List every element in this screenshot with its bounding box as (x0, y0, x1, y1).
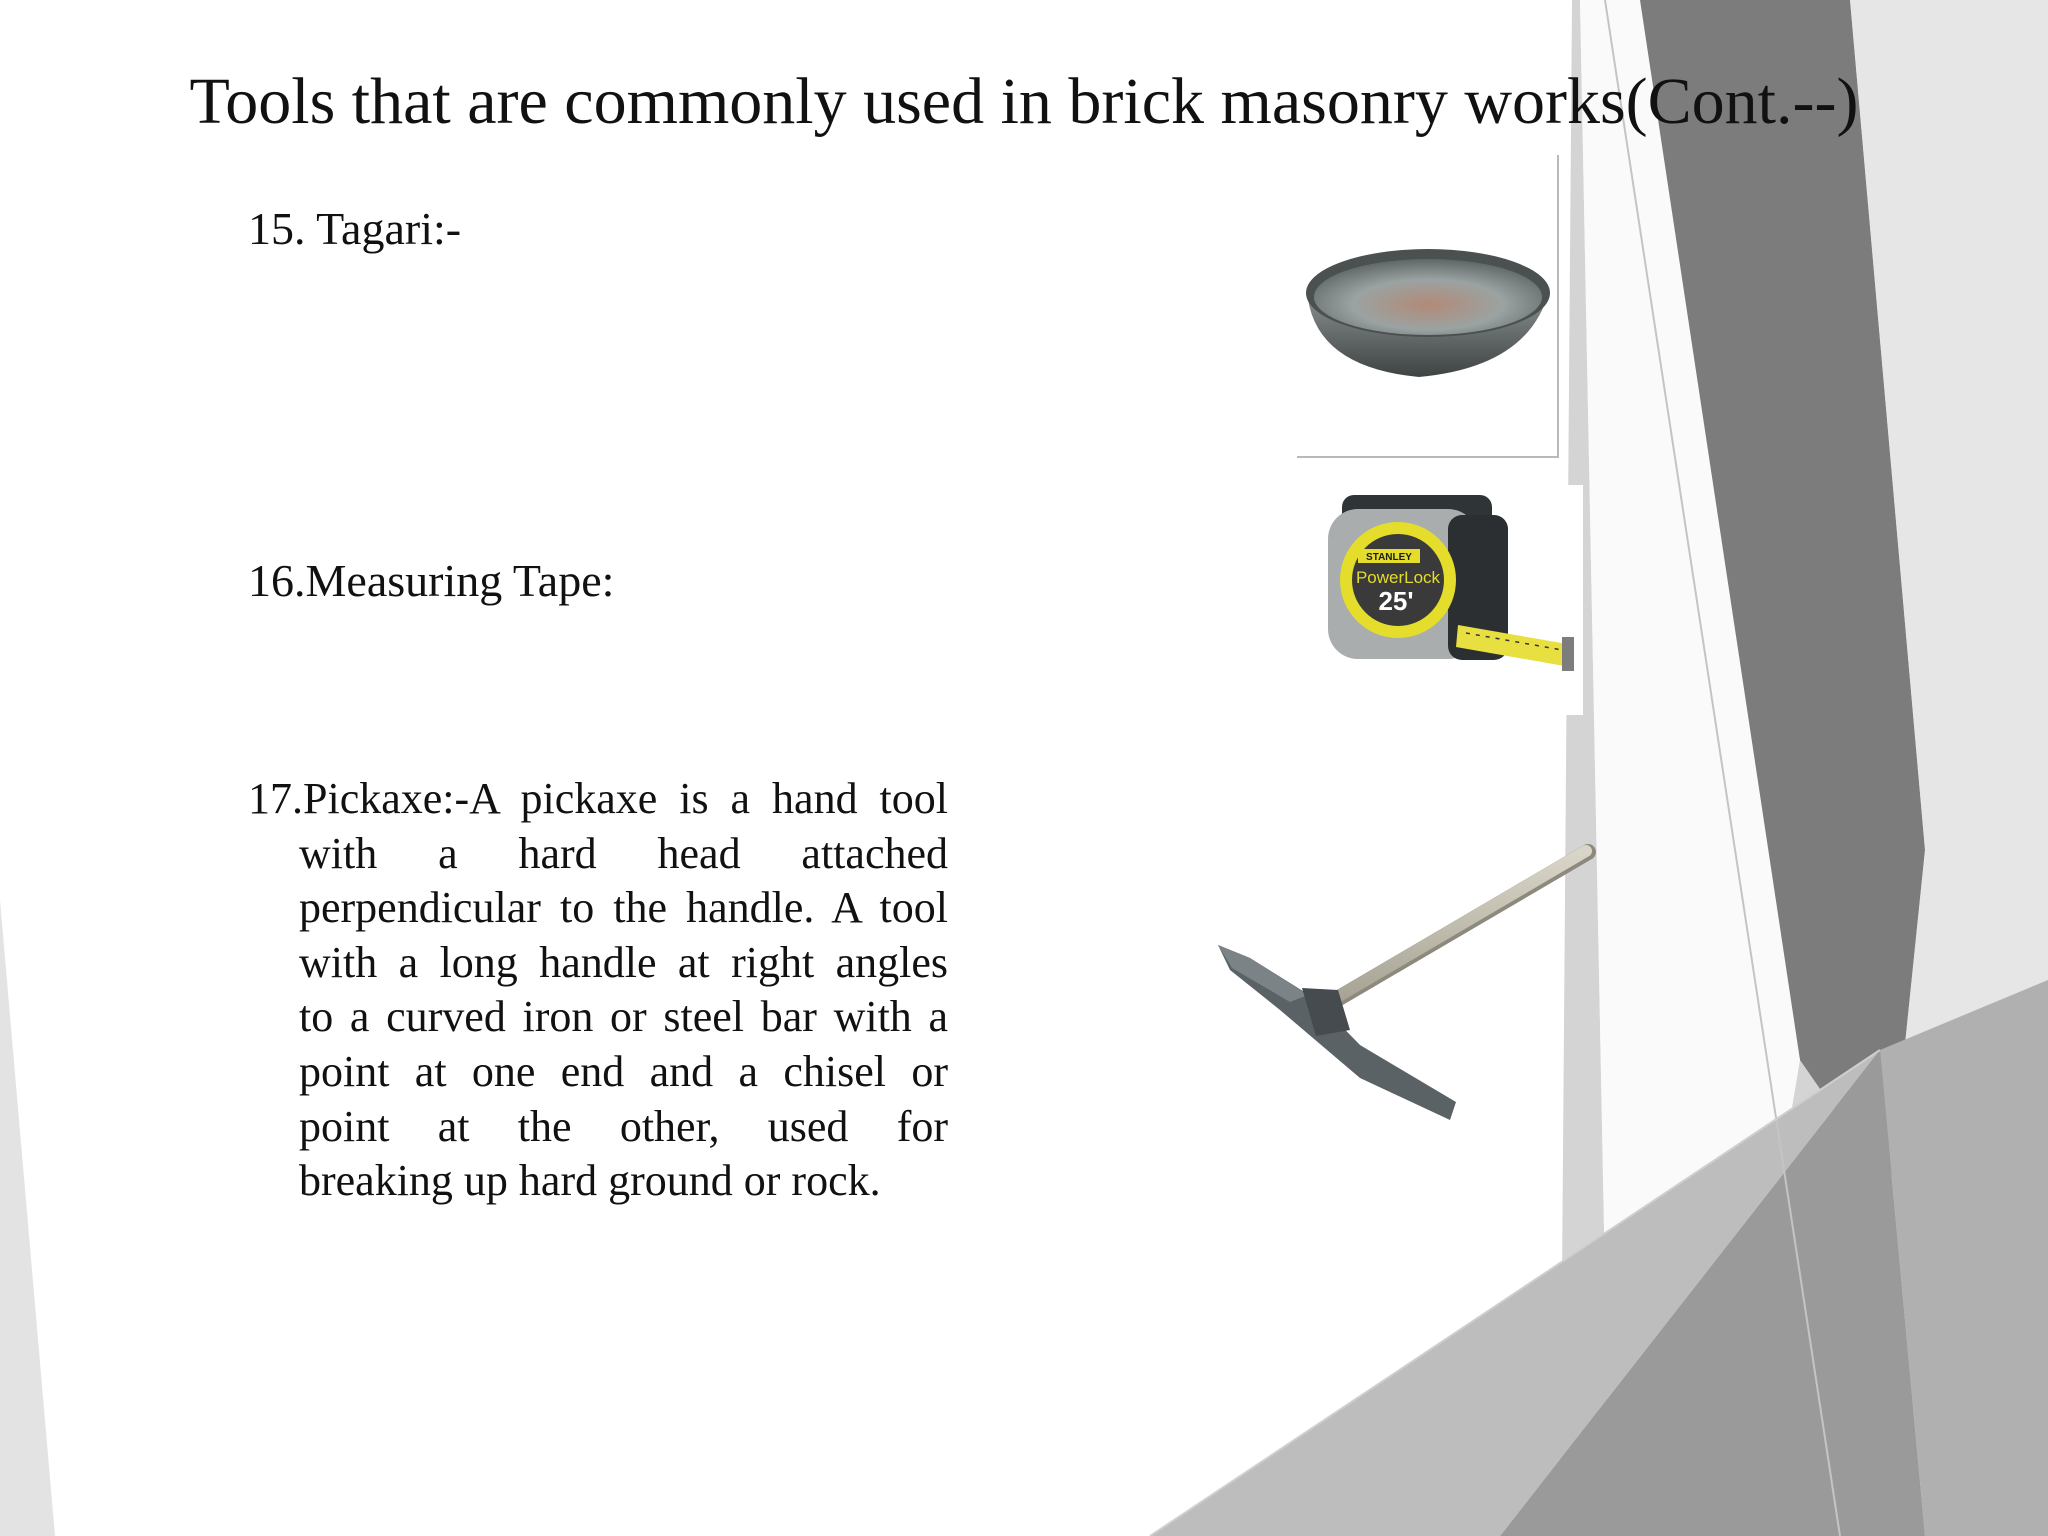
pickaxe-image (1210, 840, 1600, 1130)
measuring-tape-label: 16.Measuring Tape: (248, 555, 615, 606)
pickaxe-line: point at the other, used for (299, 1101, 948, 1151)
tagari-label: 15. Tagari:- (248, 203, 462, 254)
tagari-bowl-image (1297, 155, 1559, 458)
pickaxe-description (248, 772, 948, 1209)
pickaxe-line: to a curved iron or steel bar with a (299, 992, 948, 1042)
slide-title: Tools that are commonly used in brick masonry works(Cont.--) (189, 65, 1859, 138)
tape-model-text: PowerLock (1355, 568, 1441, 587)
pickaxe-line: with a hard head attached (299, 828, 948, 878)
pickaxe-line: point at one end and a chisel or (299, 1046, 948, 1096)
left-gray-sliver (0, 900, 55, 1536)
pickaxe-line: 17.Pickaxe:-A pickaxe is a hand tool (248, 774, 948, 823)
pickaxe-line: with a long handle at right angles (299, 937, 948, 987)
tape-brand-text: STANLEY (1366, 552, 1412, 563)
pickaxe-line: breaking up hard ground or rock. (299, 1156, 881, 1206)
measuring-tape-image (1298, 485, 1583, 715)
tape-size-text: 25' (1378, 586, 1414, 616)
pickaxe-line: perpendicular to the handle. A tool (299, 883, 948, 933)
